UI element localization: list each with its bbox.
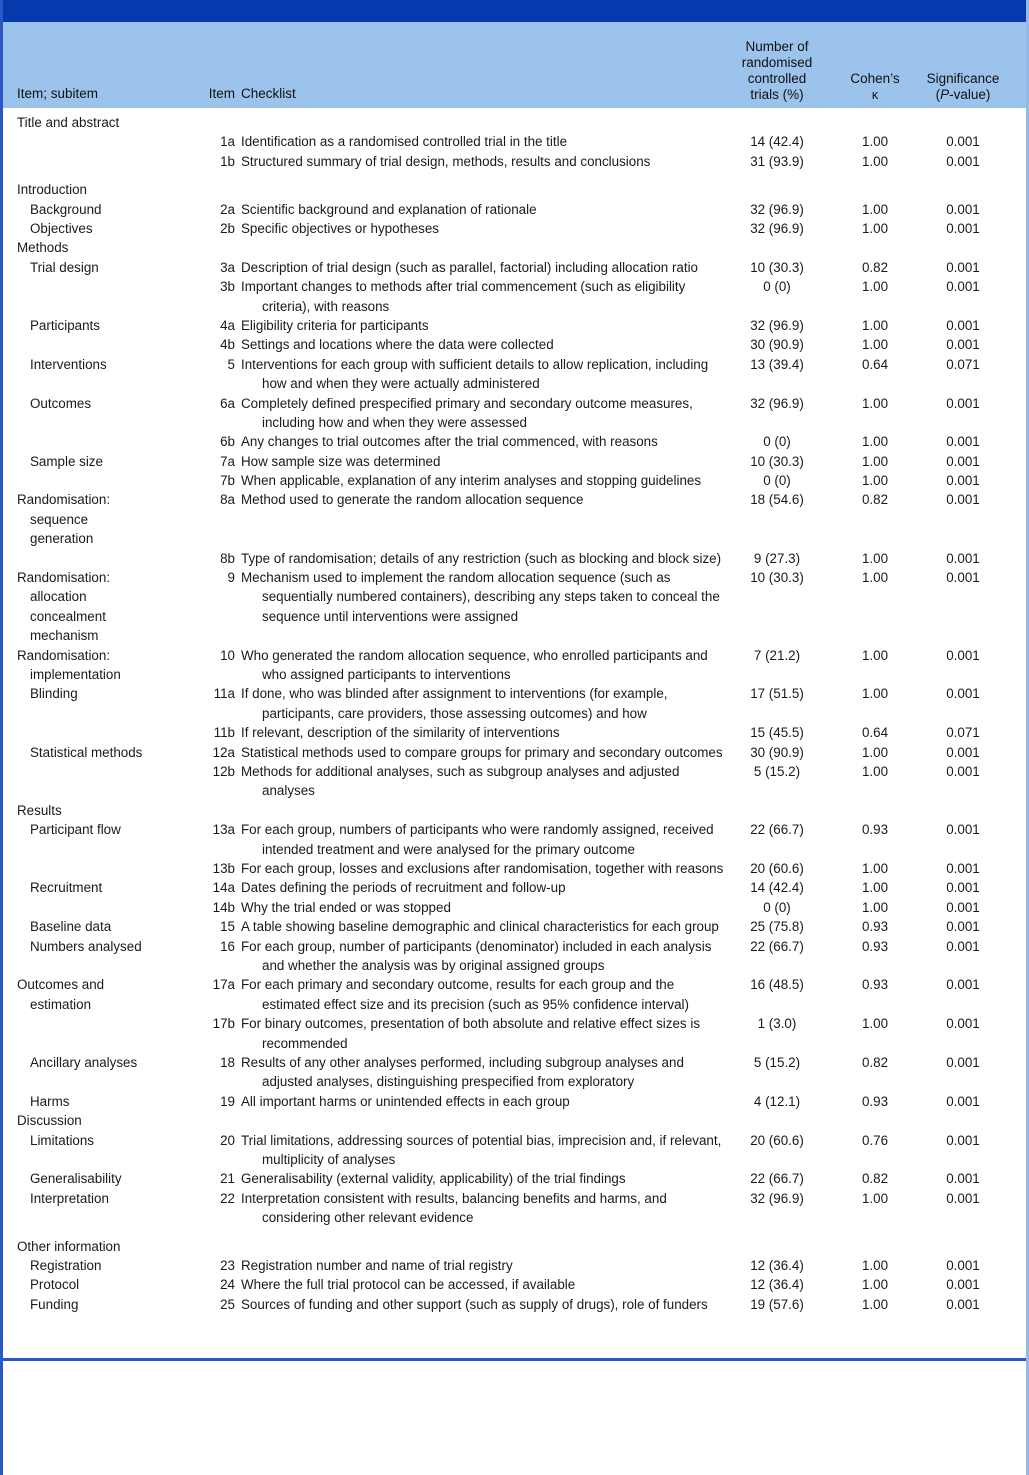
row-cohens-kappa: 1.00 <box>861 220 889 236</box>
section-header-row <box>3 801 1026 820</box>
row-cohens-kappa: 1.00 <box>861 550 889 566</box>
row-number-of-rcts: 9 (27.3) <box>753 550 801 566</box>
table-bottom-padding <box>3 1328 1026 1358</box>
checklist-row <box>3 820 1026 859</box>
row-checklist-text: Sources of funding and other support (such as supply of drugs), role of funders <box>241 1296 708 1312</box>
row-cohens-kappa: 1.00 <box>861 434 889 450</box>
row-cohens-kappa: 0.64 <box>861 725 889 741</box>
row-cohens-kappa: 1.00 <box>861 153 889 169</box>
row-item-subitem-label: Baseline data <box>30 919 112 935</box>
row-checklist-text: Eligibility criteria for participants <box>241 317 429 333</box>
section-header-row <box>3 1111 1026 1130</box>
row-cohens-kappa: 0.82 <box>861 1054 889 1070</box>
row-item-number: 1b <box>220 153 235 169</box>
row-item-number: 21 <box>220 1171 235 1187</box>
row-item-number: 13b <box>212 861 235 876</box>
row-checklist-text: Why the trial ended or was stopped <box>241 899 451 915</box>
row-item-number: 16 <box>220 938 235 954</box>
row-cohens-kappa: 0.93 <box>861 822 889 838</box>
row-number-of-rcts: 0 (0) <box>763 434 791 450</box>
row-item-subitem-label <box>17 646 213 685</box>
row-item-number: 11b <box>213 725 235 741</box>
checklist-row <box>3 1014 1026 1053</box>
row-number-of-rcts: 15 (45.5) <box>750 725 804 741</box>
row-item-subitem-label: Title and abstract <box>17 115 120 130</box>
row-checklist-text: Method used to generate the random allocation sequence <box>241 492 584 508</box>
row-item-number: 20 <box>220 1132 235 1148</box>
row-item-number: 17a <box>212 977 235 993</box>
row-cohens-kappa: 0.93 <box>861 938 889 954</box>
row-number-of-rcts: 0 (0) <box>763 473 791 489</box>
row-number-of-rcts: 31 (93.9) <box>750 153 804 169</box>
row-item-subitem-label: Statistical methods <box>30 744 143 760</box>
row-significance: 0.001 <box>946 337 980 353</box>
row-item-subitem-label: Background <box>30 201 102 217</box>
row-checklist-text: Statistical methods used to compare groups for primary and secondary outcomes <box>241 744 723 760</box>
row-checklist-text: Type of randomisation; details of any restriction (such as blocking and block size) <box>241 550 722 566</box>
row-cohens-kappa: 1.00 <box>861 1257 889 1273</box>
row-cohens-kappa: 0.64 <box>861 356 889 372</box>
row-item-subitem-label: Harms <box>30 1093 70 1109</box>
checklist-row <box>3 471 1026 490</box>
row-significance: 0.001 <box>946 764 980 780</box>
row-checklist-text: If done, who was blinded after assignment to interventions (for example, participants, care providers, those assessing outcomes) and how <box>241 686 668 721</box>
row-item-number: 19 <box>220 1093 235 1109</box>
row-cohens-kappa: 1.00 <box>861 686 889 702</box>
checklist-row <box>3 355 1026 394</box>
row-number-of-rcts: 0 (0) <box>763 899 791 915</box>
checklist-row <box>3 1131 1026 1170</box>
column-header-number-line4: trials (%) <box>750 87 804 102</box>
checklist-row <box>3 1275 1026 1294</box>
row-cohens-kappa: 1.00 <box>861 764 889 780</box>
row-item-number: 4a <box>220 317 235 333</box>
row-item-number: 6a <box>220 395 235 411</box>
row-item-number: 9 <box>227 570 235 586</box>
row-significance: 0.001 <box>946 1277 980 1293</box>
row-checklist-text: Generalisability (external validity, applicability) of the trial findings <box>241 1171 626 1187</box>
row-cohens-kappa: 1.00 <box>861 134 889 150</box>
row-item-subitem-label <box>17 568 213 646</box>
row-checklist-text: For each group, numbers of participants who were randomly assigned, received intended treatment and were analysed for the primary outcome <box>241 822 714 857</box>
row-cohens-kappa: 1.00 <box>861 1190 889 1206</box>
row-significance: 0.001 <box>946 570 980 586</box>
row-significance: 0.001 <box>946 473 980 489</box>
row-number-of-rcts: 32 (96.9) <box>750 395 804 411</box>
section-header-row <box>3 1237 1026 1256</box>
row-significance: 0.001 <box>946 1257 980 1273</box>
checklist-row <box>3 568 1026 646</box>
row-checklist-text: Interpretation consistent with results, balancing benefits and harms, and considering other relevant evidence <box>241 1190 667 1226</box>
checklist-row <box>3 898 1026 917</box>
row-cohens-kappa: 1.00 <box>861 1016 889 1032</box>
row-checklist-text: For each group, losses and exclusions after randomisation, together with reasons <box>241 861 724 876</box>
row-item-subitem-label: Discussion <box>17 1113 82 1129</box>
row-significance: 0.071 <box>946 725 980 741</box>
row-checklist-text: When applicable, explanation of any interim analyses and stopping guidelines <box>241 473 702 489</box>
row-item-number: 11a <box>213 686 235 702</box>
row-item-number: 4b <box>220 337 235 353</box>
row-cohens-kappa: 1.00 <box>861 395 889 411</box>
row-cohens-kappa: 0.93 <box>861 919 889 935</box>
row-checklist-text: Interventions for each group with sufficient details to allow replication, including how and when they were actually administered <box>241 356 709 392</box>
row-number-of-rcts: 5 (15.2) <box>753 764 801 780</box>
sig-value-suffix: -value) <box>949 87 991 102</box>
row-number-of-rcts: 16 (48.5) <box>750 977 804 993</box>
row-label-line: Randomisation: <box>17 647 111 663</box>
row-cohens-kappa: 1.00 <box>861 861 889 876</box>
table-bottom-rule <box>3 1358 1026 1361</box>
row-item-number: 3a <box>220 259 235 275</box>
row-significance: 0.001 <box>946 647 980 663</box>
row-number-of-rcts: 32 (96.9) <box>750 1190 804 1206</box>
row-number-of-rcts: 32 (96.9) <box>750 201 804 217</box>
row-number-of-rcts: 17 (51.5) <box>750 686 804 702</box>
row-significance: 0.001 <box>946 279 980 295</box>
row-cohens-kappa: 0.93 <box>861 1093 889 1109</box>
row-number-of-rcts: 13 (39.4) <box>750 356 804 372</box>
table-header-band <box>3 22 1026 108</box>
row-checklist-text: Description of trial design (such as parallel, factorial) including allocation ratio <box>241 259 698 275</box>
checklist-row <box>3 1169 1026 1188</box>
row-cohens-kappa: 1.00 <box>861 453 889 469</box>
row-item-number: 17b <box>212 1016 235 1032</box>
row-checklist-text: Structured summary of trial design, methods, results and conclusions <box>241 153 651 169</box>
row-significance: 0.001 <box>946 220 980 236</box>
row-label-line: Randomisation: <box>17 492 111 508</box>
row-cohens-kappa: 1.00 <box>861 899 889 915</box>
row-item-number: 8b <box>220 550 235 566</box>
row-number-of-rcts: 4 (12.1) <box>753 1093 801 1109</box>
row-item-number: 2a <box>220 201 235 217</box>
row-checklist-text: Where the full trial protocol can be accessed, if available <box>241 1277 576 1293</box>
row-checklist-text: For each primary and secondary outcome, results for each group and the estimated effect size and its precision (such as 95% confidence interval) <box>241 977 689 1012</box>
checklist-row <box>3 859 1026 878</box>
row-item-subitem-label: Methods <box>17 240 69 256</box>
checklist-row <box>3 490 1026 548</box>
row-item-subitem-label: Protocol <box>30 1277 80 1293</box>
row-item-number: 13a <box>212 822 235 838</box>
row-item-number: 24 <box>220 1277 235 1293</box>
row-item-subitem-label: Generalisability <box>30 1171 122 1187</box>
row-label-line: mechanism <box>30 628 99 644</box>
row-item-subitem-label: Other information <box>17 1238 121 1254</box>
checklist-row <box>3 917 1026 936</box>
section-header-row <box>3 180 1026 199</box>
column-header-kappa-line2: κ <box>871 88 879 102</box>
row-item-subitem-label: Numbers analysed <box>30 938 142 954</box>
row-significance: 0.001 <box>946 1190 980 1206</box>
row-item-subitem-label: Outcomes <box>30 395 92 411</box>
row-significance: 0.001 <box>946 899 980 915</box>
row-label-line: Outcomes and <box>17 977 105 993</box>
row-cohens-kappa: 0.82 <box>861 1171 889 1187</box>
row-checklist-text: Important changes to methods after trial commencement (such as eligibility criteria), with reasons <box>241 279 686 314</box>
row-significance: 0.001 <box>946 492 980 508</box>
row-item-number: 18 <box>220 1054 235 1070</box>
sig-p-italic: P <box>940 87 950 102</box>
row-number-of-rcts: 20 (60.6) <box>750 861 804 876</box>
row-item-number: 12b <box>212 764 235 780</box>
row-cohens-kappa: 0.82 <box>861 492 889 508</box>
row-checklist-text: Results of any other analyses performed, including subgroup analyses and adjusted analyses, distinguishing prespecified from exploratory <box>241 1054 684 1090</box>
checklist-row <box>3 1295 1026 1314</box>
row-cohens-kappa: 1.00 <box>861 317 889 333</box>
row-number-of-rcts: 0 (0) <box>763 279 791 295</box>
row-item-subitem-label: Participants <box>30 317 100 333</box>
row-cohens-kappa: 1.00 <box>861 337 889 353</box>
row-checklist-text: A table showing baseline demographic and clinical characteristics for each group <box>241 919 719 935</box>
row-cohens-kappa: 1.00 <box>861 201 889 217</box>
checklist-row <box>3 452 1026 471</box>
row-significance: 0.001 <box>946 153 980 169</box>
checklist-row <box>3 432 1026 451</box>
row-item-number: 10 <box>220 647 235 663</box>
row-significance: 0.001 <box>946 1171 980 1187</box>
row-item-subitem-label: Recruitment <box>30 880 103 896</box>
row-cohens-kappa: 0.82 <box>861 259 889 275</box>
row-checklist-text: Scientific background and explanation of rationale <box>241 201 537 217</box>
row-number-of-rcts: 10 (30.3) <box>750 259 804 275</box>
row-significance: 0.001 <box>946 434 980 450</box>
row-cohens-kappa: 0.76 <box>861 1132 889 1148</box>
row-cohens-kappa: 1.00 <box>861 473 889 489</box>
row-item-subitem-label: Introduction <box>17 182 87 198</box>
row-item-subitem-label: Interpretation <box>30 1190 109 1206</box>
column-header-item-subitem: Item; subitem <box>17 86 99 101</box>
checklist-row <box>3 549 1026 568</box>
row-number-of-rcts: 14 (42.4) <box>750 134 804 150</box>
row-item-number: 2b <box>220 220 235 236</box>
row-item-subitem-label: Registration <box>30 1257 102 1273</box>
table-top-rule <box>3 0 1026 22</box>
row-number-of-rcts: 20 (60.6) <box>750 1132 804 1148</box>
row-checklist-text: All important harms or unintended effects in each group <box>241 1093 570 1109</box>
row-item-subitem-label: Funding <box>30 1296 79 1312</box>
row-checklist-text: Settings and locations where the data were collected <box>241 337 554 353</box>
row-significance: 0.001 <box>946 1132 980 1148</box>
row-number-of-rcts: 10 (30.3) <box>750 570 804 586</box>
row-significance: 0.001 <box>946 919 980 935</box>
row-checklist-text: Dates defining the periods of recruitment and follow-up <box>241 880 566 896</box>
row-significance: 0.001 <box>946 201 980 217</box>
checklist-row <box>3 684 1026 723</box>
row-significance: 0.001 <box>946 880 980 896</box>
row-cohens-kappa: 1.00 <box>861 1277 889 1293</box>
column-header-number-line2: randomised <box>741 55 813 70</box>
row-significance: 0.001 <box>946 134 980 150</box>
row-cohens-kappa: 1.00 <box>861 570 889 586</box>
row-number-of-rcts: 30 (90.9) <box>750 744 804 760</box>
row-item-number: 6b <box>220 434 235 450</box>
row-number-of-rcts: 22 (66.7) <box>750 938 804 954</box>
row-item-subitem-label: Blinding <box>30 686 78 702</box>
row-label-line: estimation <box>30 996 92 1012</box>
row-item-number: 12a <box>212 744 235 760</box>
row-label-line: Randomisation: <box>17 570 111 586</box>
row-cohens-kappa: 1.00 <box>861 1296 889 1312</box>
row-label-line: sequence <box>30 511 89 527</box>
row-significance: 0.001 <box>946 861 980 876</box>
row-item-number: 5 <box>227 356 235 372</box>
checklist-row <box>3 723 1026 742</box>
row-significance: 0.001 <box>946 1016 980 1032</box>
row-cohens-kappa: 0.93 <box>861 977 889 993</box>
row-checklist-text: Identification as a randomised controlled trial in the title <box>241 134 568 150</box>
checklist-row <box>3 335 1026 354</box>
section-header-row <box>3 238 1026 257</box>
row-label-line: concealment <box>30 608 106 624</box>
row-significance: 0.001 <box>946 686 980 702</box>
row-number-of-rcts: 19 (57.6) <box>750 1296 804 1312</box>
checklist-row <box>3 743 1026 762</box>
row-item-number: 14a <box>212 880 235 896</box>
checklist-row <box>3 975 1026 1014</box>
row-number-of-rcts: 14 (42.4) <box>750 880 804 896</box>
row-item-number: 22 <box>220 1190 235 1206</box>
row-item-subitem-label: Trial design <box>30 259 99 275</box>
row-number-of-rcts: 10 (30.3) <box>750 453 804 469</box>
row-checklist-text: Any changes to trial outcomes after the trial commenced, with reasons <box>241 434 658 450</box>
row-significance: 0.001 <box>946 453 980 469</box>
row-checklist-text: Completely defined prespecified primary and secondary outcome measures, including how and when they were assessed <box>241 395 693 430</box>
row-significance: 0.001 <box>946 259 980 275</box>
checklist-row <box>3 219 1026 238</box>
row-significance: 0.001 <box>946 1093 980 1109</box>
row-number-of-rcts: 12 (36.4) <box>750 1277 804 1293</box>
row-label-line: implementation <box>30 667 121 683</box>
checklist-row <box>3 394 1026 433</box>
row-number-of-rcts: 32 (96.9) <box>750 220 804 236</box>
row-label-line: generation <box>30 531 94 547</box>
row-item-number: 14b <box>212 899 235 915</box>
row-checklist-text: Who generated the random allocation sequence, who enrolled participants and who assigned participants to interventions <box>241 647 708 683</box>
row-item-subitem-label <box>17 490 213 548</box>
column-header-checklist: Checklist <box>241 86 296 101</box>
section-header-row <box>3 113 1026 132</box>
row-item-number: 8a <box>220 492 235 508</box>
row-item-number: 15 <box>220 919 235 935</box>
checklist-row <box>3 937 1026 976</box>
row-checklist-text: How sample size was determined <box>241 453 441 469</box>
row-cohens-kappa: 1.00 <box>861 880 889 896</box>
row-item-number: 7a <box>220 453 235 469</box>
row-item-number: 25 <box>220 1296 235 1312</box>
checklist-row <box>3 1256 1026 1275</box>
row-item-subitem-label: Sample size <box>30 453 103 469</box>
checklist-row <box>3 1189 1026 1228</box>
row-cohens-kappa: 1.00 <box>861 744 889 760</box>
row-significance: 0.001 <box>946 822 980 838</box>
checklist-row <box>3 132 1026 151</box>
row-item-number: 7b <box>220 473 235 489</box>
row-item-subitem-label: Results <box>17 802 62 818</box>
row-cohens-kappa: 1.00 <box>861 647 889 663</box>
row-significance: 0.001 <box>946 317 980 333</box>
checklist-row <box>3 258 1026 277</box>
row-checklist-text: Registration number and name of trial registry <box>241 1257 513 1273</box>
row-item-subitem-label: Limitations <box>30 1132 95 1148</box>
checklist-row <box>3 1053 1026 1092</box>
row-significance: 0.001 <box>946 1054 980 1070</box>
checklist-row <box>3 1092 1026 1111</box>
row-number-of-rcts: 25 (75.8) <box>750 919 804 935</box>
column-header-item: Item <box>208 86 235 101</box>
row-number-of-rcts: 12 (36.4) <box>750 1257 804 1273</box>
row-item-subitem-label: Ancillary analyses <box>30 1054 138 1070</box>
row-item-subitem-label: Interventions <box>30 356 107 372</box>
row-checklist-text: Mechanism used to implement the random allocation sequence (such as sequentially numbered containers), describing any steps taken to conceal the sequence until interventions were assigned <box>241 570 720 624</box>
row-number-of-rcts: 30 (90.9) <box>750 337 804 353</box>
row-significance: 0.001 <box>946 550 980 566</box>
row-significance: 0.001 <box>946 977 980 993</box>
row-cohens-kappa: 1.00 <box>861 279 889 295</box>
row-item-subitem-label <box>17 975 213 1014</box>
row-item-subitem-label: Objectives <box>30 220 93 236</box>
row-label-line: allocation <box>30 589 87 605</box>
row-item-subitem-label: Participant flow <box>30 822 121 838</box>
row-checklist-text: For each group, number of participants (denominator) included in each analysis and whether the analysis was by original assigned groups <box>241 938 712 973</box>
row-item-number: 1a <box>220 134 235 150</box>
checklist-row <box>3 762 1026 801</box>
row-significance: 0.071 <box>946 356 980 372</box>
checklist-rows <box>3 108 1026 1328</box>
column-header-significance-line2 <box>915 87 1011 103</box>
row-significance: 0.001 <box>946 744 980 760</box>
row-number-of-rcts: 32 (96.9) <box>750 317 804 333</box>
sig-paren-open: ( <box>935 87 941 102</box>
row-number-of-rcts: 5 (15.2) <box>753 1054 801 1070</box>
column-header-number-line3: controlled <box>747 71 807 86</box>
row-checklist-text: For binary outcomes, presentation of both absolute and relative effect sizes is recommended <box>241 1016 701 1051</box>
checklist-row <box>3 152 1026 171</box>
row-item-number: 23 <box>220 1257 235 1273</box>
checklist-row <box>3 878 1026 897</box>
row-checklist-text: Methods for additional analyses, such as subgroup analyses and adjusted analyses <box>241 764 680 799</box>
checklist-row <box>3 200 1026 219</box>
checklist-row <box>3 316 1026 335</box>
column-header-number-line1: Number of <box>745 39 809 54</box>
column-header-kappa-line1: Cohen’s <box>850 71 900 86</box>
row-item-number: 3b <box>220 279 235 295</box>
row-checklist-text: If relevant, description of the similarity of interventions <box>241 725 560 741</box>
row-number-of-rcts: 18 (54.6) <box>750 492 804 508</box>
row-number-of-rcts: 7 (21.2) <box>753 647 801 663</box>
row-checklist-text: Specific objectives or hypotheses <box>241 220 439 236</box>
checklist-row <box>3 646 1026 685</box>
row-number-of-rcts: 22 (66.7) <box>750 1171 804 1187</box>
row-significance: 0.001 <box>946 938 980 954</box>
column-header-significance-line1: Significance <box>926 71 1000 86</box>
checklist-row <box>3 277 1026 316</box>
row-number-of-rcts: 22 (66.7) <box>750 822 804 838</box>
row-checklist-text: Trial limitations, addressing sources of potential bias, imprecision and, if relevant, multiplicity of analyses <box>241 1132 722 1167</box>
row-significance: 0.001 <box>946 1296 980 1312</box>
row-number-of-rcts: 1 (3.0) <box>757 1016 797 1032</box>
row-significance: 0.001 <box>946 395 980 411</box>
